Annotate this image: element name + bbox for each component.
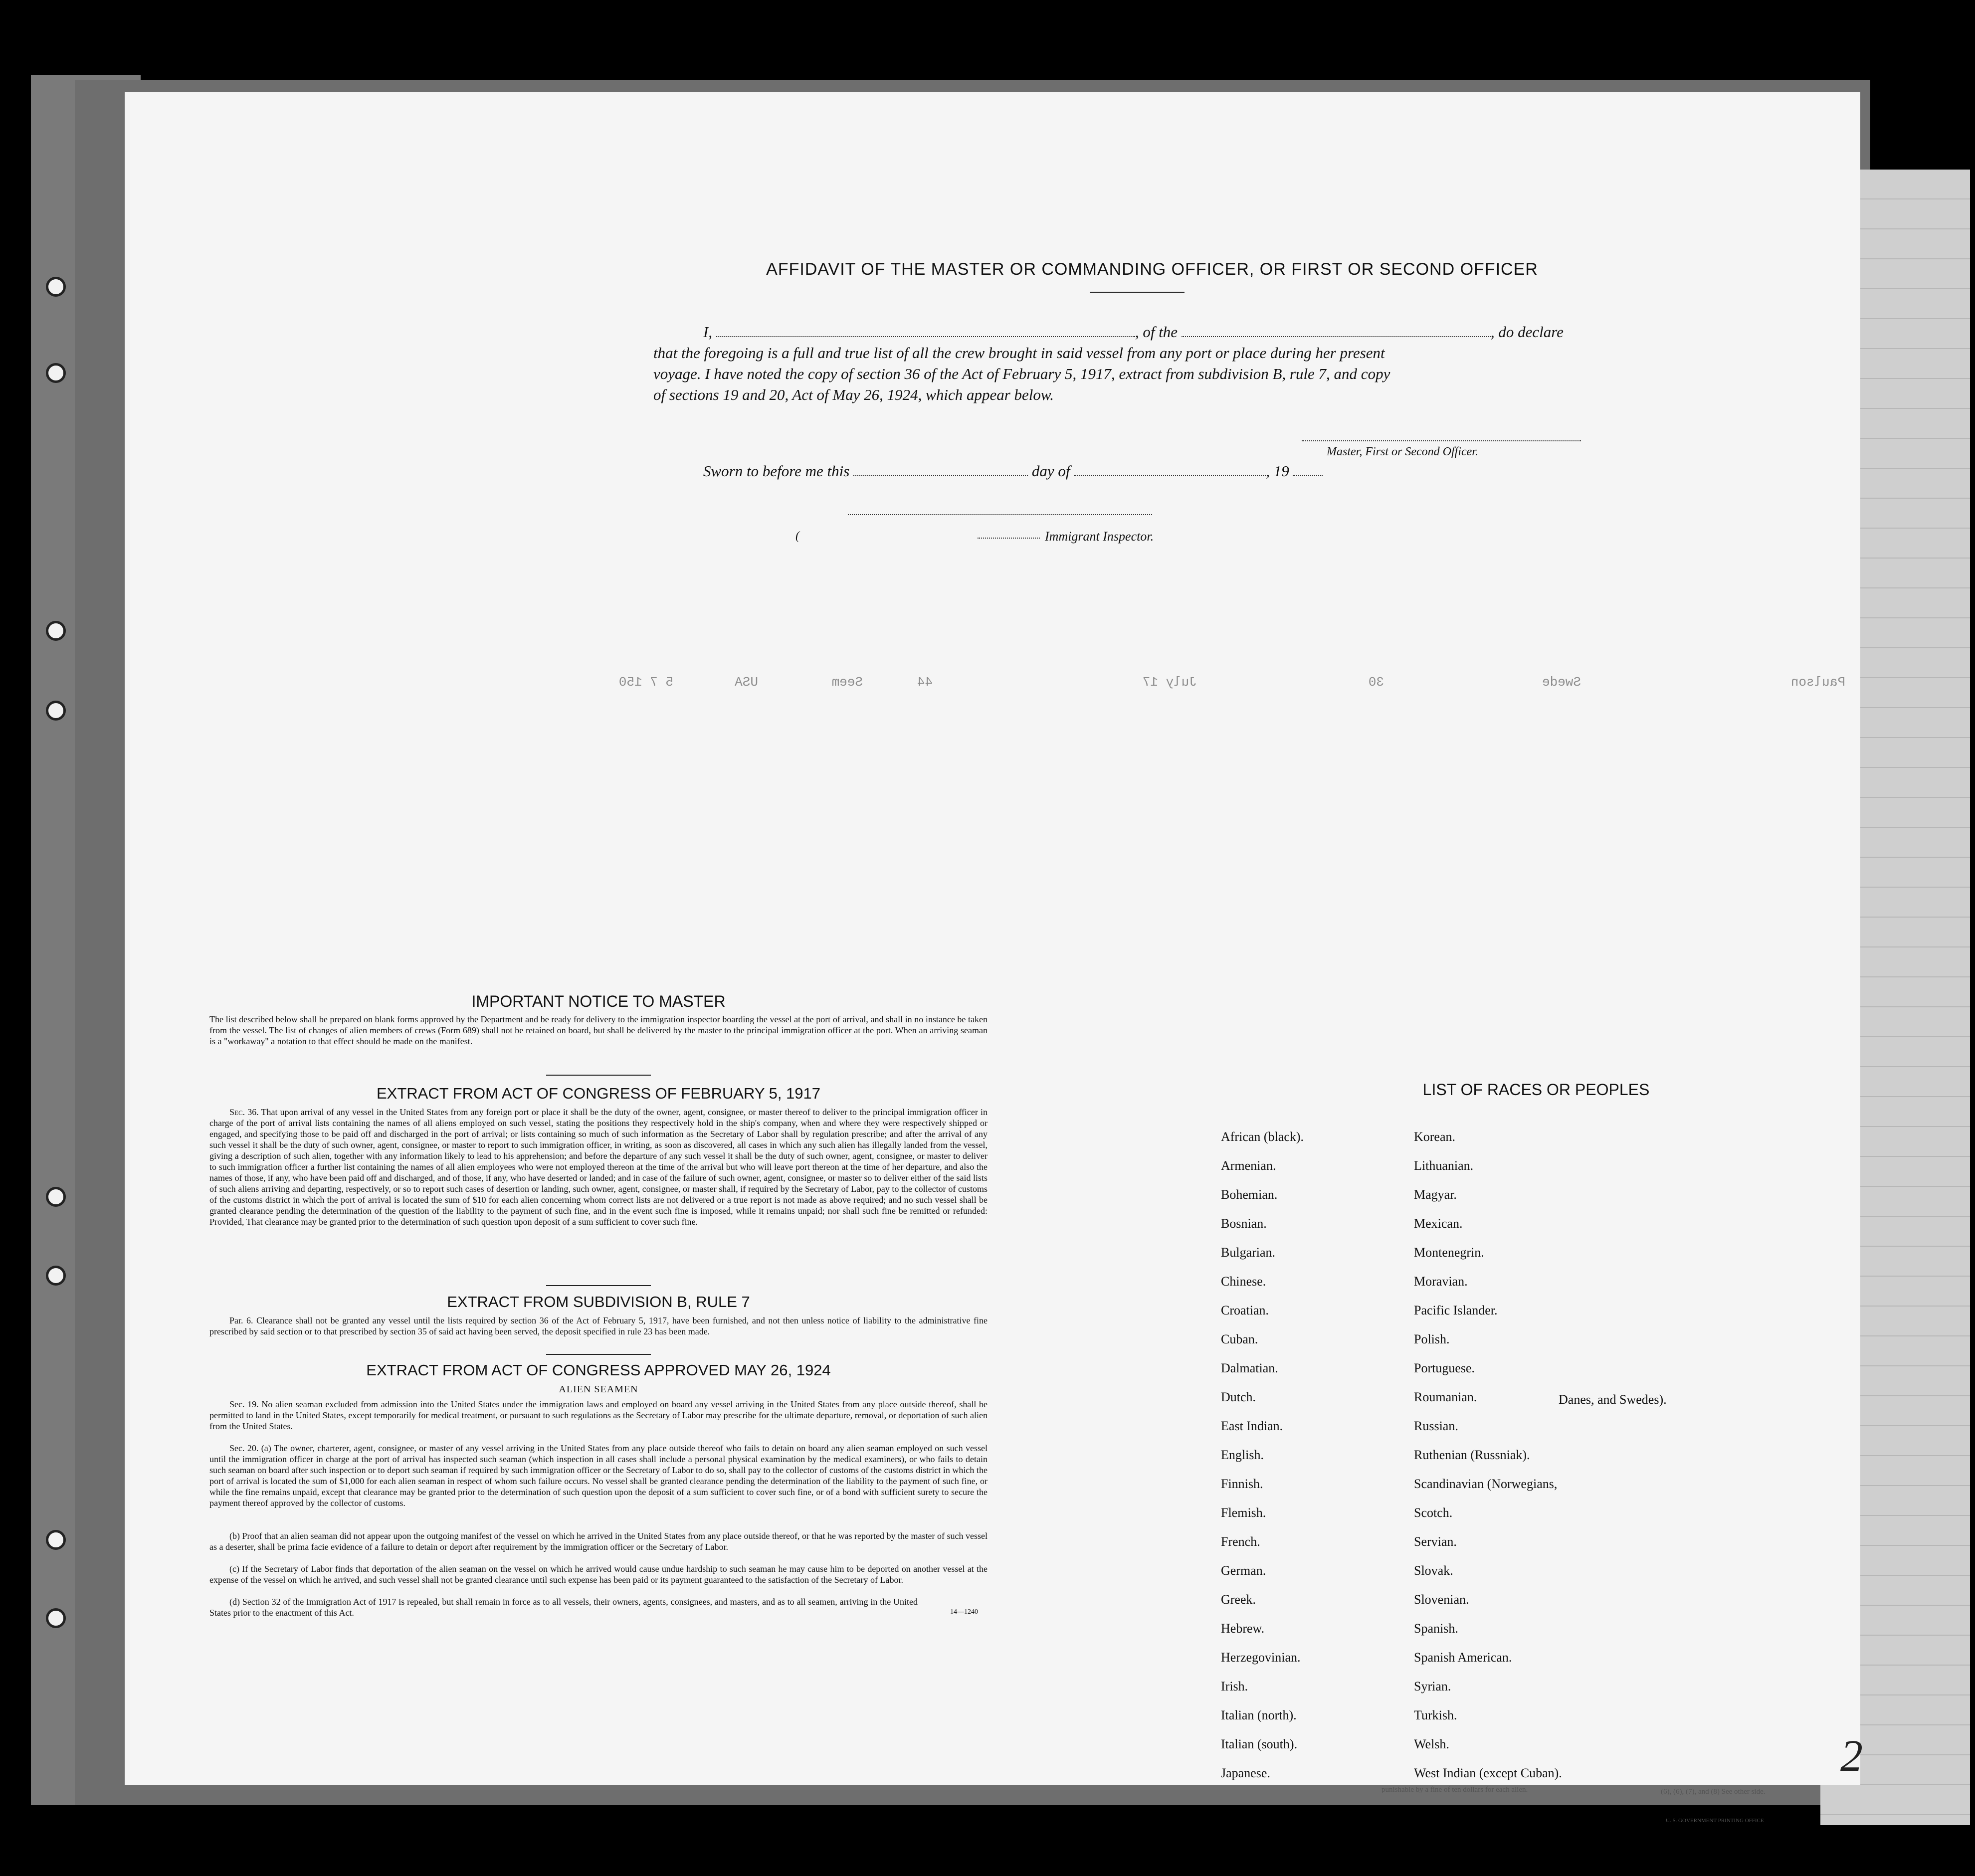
binder-hole [46, 277, 66, 297]
heading-rule [1090, 292, 1185, 293]
race-item-continuation: Danes, and Swedes). [1559, 1392, 1667, 1407]
form-number: 14—1240 [950, 1608, 978, 1616]
race-item: Moravian. [1414, 1274, 1468, 1289]
sec-20c-text: (c) If the Secretary of Labor finds that deportation of the alien seaman on the vessel on which he arrived would cause undue hardship to such seaman he may cause him to be deported on another vessel at the expense of the vessel on which he arrived, and such vessel shall not be granted clearance until such expense has been paid or its payment guaranteed to the satisfaction of the Secretary of Labor. [209, 1564, 988, 1585]
bleed-text: 44 [917, 675, 933, 690]
vessel-field[interactable] [1182, 336, 1491, 337]
inspector-label: Immigrant Inspector. [1045, 529, 1154, 544]
sec-19-text: Sec. 19. No alien seaman excluded from admission into the United States under the immigration laws and employed on board any vessel arriving in the United States from any place outside thereof, shall be permitted to land in the United States, except temporarily for medical treatment, or pursuant to such regulations as the Secretary of Labor may prescribe for the ultimate departure, removal, or deportation of such alien from the United States. [209, 1399, 988, 1431]
day-of-text: day of [1031, 462, 1070, 480]
sworn-year-field[interactable] [1293, 475, 1323, 476]
races-title: LIST OF RACES OR PEOPLES [1422, 1081, 1650, 1099]
race-item: East Indian. [1221, 1419, 1283, 1433]
binder-hole [46, 701, 66, 721]
binder-hole [46, 1530, 66, 1550]
race-item: English. [1221, 1448, 1264, 1462]
form-page [125, 92, 1860, 1785]
inspector-signature-line[interactable] [848, 514, 1152, 515]
race-item: Turkish. [1414, 1708, 1457, 1722]
race-item: Scotch. [1414, 1505, 1453, 1520]
binder-hole [46, 363, 66, 383]
race-item: Bulgarian. [1221, 1245, 1276, 1260]
race-item: Russian. [1414, 1419, 1458, 1433]
race-item: Italian (north). [1221, 1708, 1297, 1722]
race-item: Irish. [1221, 1679, 1248, 1693]
race-item: Korean. [1414, 1129, 1456, 1144]
binder-hole [46, 621, 66, 641]
race-item: Hebrew. [1221, 1621, 1265, 1636]
sec-36-text: That upon arrival of any vessel in the United States from any foreign port or place it shall be the duty of the owner, agent, consignee, or master thereof to deliver to the principal immigration officer in charge of the port of arrival lists containing the names of all aliens employed on such vessel, stating the positions they respectively hold in the ship's company, when and where they were respectively shipped or engaged, and specifying those to be paid off and discharged in the port of arrival; or lists containing so much of such information as the Secretary of Labor shall by regulation prescribe; and after the arrival of any such vessel it shall be the duty of such owner, agent, consignee, or master to report to such immigration officer, in writing, as soon as discovered, all cases in which any such alien has illegally landed from the vessel, giving a description of such alien, together with any information likely to lead to his apprehension; and before the departure of any such vessel it shall be the duty of such owner, agent, consignee, or master to deliver to such immigration officer a further list containing the names of all alien employees who were not employed thereon at the time of the arrival but who will leave port thereon at the time of her departure, and also the names of those, if any, who have been paid off and discharged, and of those, if any, who have deserted or landed; and in case of the failure of such owner, agent, consignee, or master so to deliver either of the said lists of such aliens arriving and departing, respectively, or so to report such cases of desertion or landing, such owner, agent, consignee, or master shall, if required by the Secretary of Labor, pay to the collector of customs of the customs district in which the port of arrival is located the sum of $10 for each alien concerning whom correct lists are not delivered or a true report is not made as above required; and no such vessel shall be granted clearance pending the determination of the question of the liability to the payment of such fine, and in the event such fine is imposed, while it remains unpaid; nor shall such fine be remitted or refunded: Provided, That clearance may be granted prior to the determination of such question upon deposit of a sum sufficient to cover such fine. [209, 1107, 988, 1227]
race-item: Croatian. [1221, 1303, 1269, 1317]
extract-1917-text [209, 1107, 988, 1227]
race-item: Magyar. [1414, 1187, 1457, 1202]
handwritten-page-number: 2 [1840, 1731, 1863, 1781]
inspector-dots [978, 538, 1040, 539]
race-item: Mexican. [1414, 1216, 1463, 1231]
race-item: Syrian. [1414, 1679, 1451, 1693]
subdivision-b-text: Par. 6. Clearance shall not be granted any vessel until the lists required by section 36 of the Act of February 5, 1917, have been furnished, and not then unless notice of liability to the administrative fine prescribed by said section or to that prescribed by section 35 of said act having been served, the deposit specified in rule 23 has been made. [209, 1315, 988, 1336]
race-item: Dalmatian. [1221, 1361, 1278, 1375]
race-item: West Indian (except Cuban). [1414, 1766, 1562, 1780]
race-item: Montenegrin. [1414, 1245, 1484, 1260]
race-item: Armenian. [1221, 1158, 1276, 1173]
race-item: Spanish American. [1414, 1650, 1512, 1665]
race-item: Servian. [1414, 1534, 1457, 1549]
notice-rule [546, 1075, 651, 1076]
race-item: Bosnian. [1221, 1216, 1267, 1231]
affidavit-do-declare: , do declare [1490, 323, 1564, 341]
race-item: Spanish. [1414, 1621, 1458, 1636]
race-item: French. [1221, 1534, 1260, 1549]
binder-hole [46, 1608, 66, 1628]
race-item: Cuban. [1221, 1332, 1258, 1346]
bleed-text: USA [735, 675, 758, 690]
race-item: Italian (south). [1221, 1737, 1298, 1751]
binder-hole [46, 1187, 66, 1207]
race-item: Greek. [1221, 1592, 1256, 1607]
alien-seamen-subtitle: ALIEN SEAMEN [559, 1384, 638, 1395]
sworn-line [703, 462, 1323, 480]
stray-mark: ( [795, 530, 799, 543]
year-prefix: , 19 [1266, 462, 1289, 480]
race-item: German. [1221, 1563, 1266, 1578]
sworn-day-field[interactable] [853, 475, 1028, 476]
race-item: Finnish. [1221, 1477, 1263, 1491]
race-item: Ruthenian (Russniak). [1414, 1448, 1530, 1462]
extract-1917-rule [546, 1285, 651, 1286]
race-item: Dutch. [1221, 1390, 1256, 1404]
bleed-through-row [125, 675, 1860, 700]
bleed-text: Seem [831, 675, 863, 690]
bleed-text: 5 7 150 [618, 675, 673, 690]
race-item: Bohemian. [1221, 1187, 1278, 1202]
affidavit-line-4: of sections 19 and 20, Act of May 26, 1924, which appear below. [653, 386, 1054, 403]
affidavit-line-1 [653, 322, 1611, 343]
sworn-month-field[interactable] [1074, 475, 1266, 476]
extract-1924-title: EXTRACT FROM ACT OF CONGRESS APPROVED MAY 26, 1924 [366, 1361, 831, 1379]
notice-text: The list described below shall be prepared on blank forms approved by the Department and be ready for delivery to the immigration inspector boarding the vessel at the port of arrival, and shall in no instance be taken from the vessel. The list of changes of alien members of crews (Form 689) shall not be retained on board, but shall be delivered by the master to the principal immigration officer at the port. When an arriving seaman is a "workaway" a notation to that effect should be made on the manifest. [209, 1014, 988, 1046]
race-item: Welsh. [1414, 1737, 1449, 1751]
affidavit-line-3: voyage. I have noted the copy of section 36 of the Act of February 5, 1917, extract from subdivision B, rule 7, and copy [653, 365, 1390, 382]
affidavit-i: I, [703, 323, 713, 341]
subdivision-b-title: EXTRACT FROM SUBDIVISION B, RULE 7 [447, 1293, 750, 1311]
sworn-text: Sworn to before me this [703, 462, 850, 480]
sec-20d-text: (d) Section 32 of the Immigration Act of 1917 is repealed, but shall remain in force as to all vessels, their owners, agents, consignees, and masters, and as to all seamen, arriving in the United States prior to the enactment of this Act. [209, 1597, 918, 1618]
subdivision-b-rule [546, 1354, 651, 1355]
race-item: Slovak. [1414, 1563, 1453, 1578]
bleed-text: 30 [1368, 675, 1384, 690]
race-item: Slovenian. [1414, 1592, 1469, 1607]
race-item: Herzegovinian. [1221, 1650, 1301, 1665]
extract-1917-title: EXTRACT FROM ACT OF CONGRESS OF FEBRUARY 5, 1917 [376, 1085, 821, 1102]
race-item: Japanese. [1221, 1766, 1270, 1780]
race-item: Scandinavian (Norwegians, [1414, 1477, 1558, 1491]
bleed-text: July 17 [1142, 675, 1197, 690]
affidavit-of-the: , of the [1135, 323, 1178, 341]
notice-title: IMPORTANT NOTICE TO MASTER [471, 992, 726, 1010]
bleed-text: Paulson [1790, 675, 1845, 690]
printer-mark: U. S. GOVERNMENT PRINTING OFFICE [1666, 1818, 1764, 1824]
race-item: Chinese. [1221, 1274, 1266, 1289]
bleed-text: Swede [1542, 675, 1581, 690]
race-item: African (black). [1221, 1129, 1304, 1144]
race-item: Roumanian. [1414, 1390, 1477, 1404]
affidavit-paragraph [653, 322, 1611, 405]
race-item: Portuguese. [1414, 1361, 1475, 1375]
see-other-side-note: (6), (6), (7), and (8) See other side. [1661, 1788, 1766, 1796]
race-item: Flemish. [1221, 1505, 1266, 1520]
sec-20a-text: Sec. 20. (a) The owner, charterer, agent, consignee, or master of any vessel arriving in the United States from any place outside thereof who fails to detain on board any alien seaman employed on such vessel until the immigration officer in charge at the port of arrival has inspected such seaman (which inspection in all cases shall include a personal physical examination by the medical examiners), or who fails to detain such seaman on board after such inspection or to deport such seaman if required by such immigration officer or the Secretary of Labor to do so, shall pay to the collector of customs of the customs district in which the port of arrival is located the sum of $1,000 for each alien seaman in respect of whom such failure occurs. No vessel shall be granted clearance pending the determination of the liability to the payment of such fine, or while the fine remains unpaid, except that clearance may be granted prior to the determination of such question upon the deposit of a sum sufficient to cover such fine, or of a bond with sufficient surety to secure the payment thereof approved by the collector of customs. [209, 1443, 988, 1508]
race-item: Pacific Islander. [1414, 1303, 1498, 1317]
race-item: Polish. [1414, 1332, 1450, 1346]
race-item: Lithuanian. [1414, 1158, 1474, 1173]
affidavit-line-2: that the foregoing is a full and true list of all the crew brought in said vessel from any port or place during her present [653, 344, 1385, 362]
affidavit-heading: AFFIDAVIT OF THE MASTER OR COMMANDING OFFICER, OR FIRST OR SECOND OFFICER [766, 260, 1538, 279]
name-field[interactable] [716, 336, 1135, 337]
master-signature-line[interactable] [1302, 440, 1581, 441]
sec-36-label: Sec. 36. [229, 1107, 259, 1117]
binder-hole [46, 1266, 66, 1286]
master-signature-label: Master, First or Second Officer. [1327, 445, 1478, 458]
sec-20b-text: (b) Proof that an alien seaman did not appear upon the outgoing manifest of the vessel on which he arrived in the United States from any place outside thereof, or that he was reported by the master of such vessel as a deserter, shall be prima facie evidence of a failure to detain or deport after requirement by the immigration officer or the Secretary of Labor. [209, 1531, 988, 1552]
